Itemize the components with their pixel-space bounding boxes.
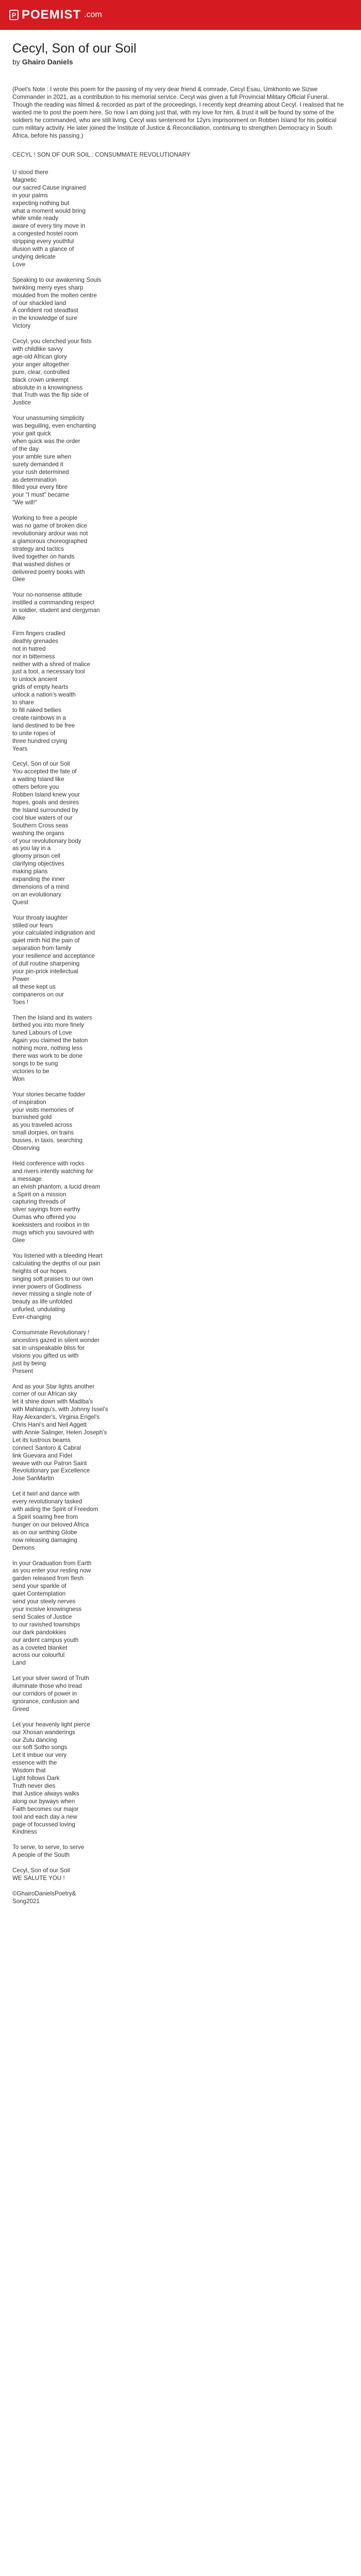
poem-line: A people of the South	[12, 1852, 70, 1859]
poem-line: a congested hostel room	[12, 230, 78, 238]
poem-line: Then the Island and its waters	[12, 1014, 92, 1021]
poem-line: strategy and tactics	[12, 545, 64, 552]
poem-line: that Truth was the flip side of	[12, 392, 89, 399]
poem-line: your incisive knowingness	[12, 1605, 82, 1613]
poem-line: busses, in taxis, searching	[12, 1137, 83, 1144]
top-bar	[0, 0, 361, 30]
stanza	[12, 591, 349, 622]
poem-line: Victory	[12, 323, 31, 330]
poem-line: inner powers of Godliness	[12, 1283, 82, 1290]
poem-line: our Xhosan wanderings	[12, 1728, 75, 1736]
poem-line: visions you gifted us with	[12, 1352, 79, 1359]
poem-line: as determination	[12, 476, 57, 483]
poem-line: Greed	[12, 1705, 29, 1713]
poem-line: grids of empty hearts	[12, 684, 69, 691]
poem-line: Years	[12, 745, 28, 752]
poem-line: age-old African glory	[12, 353, 67, 360]
poem-line: an elvish phantom, a lucid dream	[12, 1183, 101, 1190]
poem-line: as a coveted blanket	[12, 1644, 68, 1651]
poem-line: sat in unspeakable bliss for	[12, 1344, 85, 1351]
poem-line: hunger on our beloved Africa	[12, 1521, 89, 1528]
poem-line: our sacred Cause ingrained	[12, 184, 86, 191]
poem-line: your anger altogether	[12, 361, 70, 368]
poem-line: Your unassuming simplicity	[12, 415, 85, 422]
poem-line: silver sayings from earthy	[12, 1206, 80, 1213]
stanza	[12, 1867, 349, 1883]
poem-line: dimensions of a mind	[12, 883, 69, 890]
poem-line: in the knowledge of sure	[12, 315, 77, 322]
poem-line: Demons	[12, 1544, 35, 1551]
poem-line: Present	[12, 1367, 33, 1375]
poem-line: ancestors gazed in silent wonder	[12, 1336, 100, 1344]
poem-line: a Spirit on a mission	[12, 1191, 67, 1198]
poem-line: moulded from the molten centre	[12, 292, 97, 299]
stanza	[12, 630, 349, 753]
stanza	[12, 1014, 349, 1083]
poem-line: Again you claimed the baton	[12, 1037, 88, 1044]
poem-line: calculating the depths of our pain	[12, 1260, 101, 1267]
poem-line: what a moment would bring	[12, 207, 86, 214]
poem-line: Glee	[12, 576, 25, 583]
poem-line: Quest	[12, 899, 28, 906]
poem-line: three hundred crying	[12, 737, 68, 744]
poem-line: washing the organs	[12, 829, 64, 837]
poem-line: to share	[12, 699, 34, 706]
poem-line: Won	[12, 1075, 25, 1082]
poem-line: U stood there	[12, 169, 48, 176]
poem-line: cool blue waters of our	[12, 814, 73, 821]
poem-line: twinkling merry eyes sharp	[12, 284, 84, 291]
poem-line: koeksisters and rooibos in tin	[12, 1222, 90, 1229]
poem-line: your visits memories of	[12, 1106, 74, 1113]
poem-line: as you traveled across	[12, 1122, 72, 1129]
poem-line: on an evolutionary	[12, 891, 61, 898]
stanza	[12, 1675, 349, 1714]
poem-line: A confident rod steadfast	[12, 307, 78, 314]
poem-line: quiet mirth hid the pain of	[12, 937, 80, 944]
poem-line: Firm fingers cradled	[12, 630, 65, 637]
poem-line: Chris Hani's and Neil Aggett	[12, 1421, 87, 1429]
poem-line: "We will!"	[12, 499, 37, 506]
poem-body	[12, 169, 349, 1906]
poem-line: undying delicate	[12, 253, 56, 260]
poem-line: Southern Cross seas	[12, 822, 69, 829]
poem-line: Your no-nonsense attitude	[12, 591, 82, 599]
poem-line: across our colourful	[12, 1652, 65, 1659]
poem-line: ©GhairoDanielsPoetry&	[12, 1890, 76, 1897]
stanza	[12, 277, 349, 330]
poem-line: Working to free a people	[12, 515, 78, 522]
poem-line: to our ravished townships	[12, 1621, 80, 1628]
poem-line: expanding the inner	[12, 876, 65, 883]
poem-line: separation from family	[12, 945, 72, 952]
poem-line: heights of our hopes	[12, 1267, 67, 1275]
stanza	[12, 1844, 349, 1859]
logo-badge-icon: P	[9, 10, 19, 20]
poem-line: our soft Sotho songs	[12, 1744, 68, 1751]
poem-line: your amble sure when	[12, 453, 72, 460]
poem-line: You accepted the fate of	[12, 768, 77, 775]
poem-line: Let it imbue our very	[12, 1752, 67, 1759]
poem-line: of your revolutionary body	[12, 837, 81, 844]
poem-line: that Justice always walks	[12, 1790, 79, 1797]
poem-line: Oumas who offered you	[12, 1214, 76, 1221]
poem-line: aware of every tiny move in	[12, 223, 86, 230]
poem-line: gloomy prison cell	[12, 853, 60, 860]
poem-line: Cecyl, Son of our Soil	[12, 760, 70, 768]
poem-line: your resilience and acceptance	[12, 953, 95, 960]
poem-line: And as your Star lights another	[12, 1383, 95, 1390]
poem-line: of inspiration	[12, 1098, 46, 1106]
poem-line: to fill naked bellies	[12, 707, 61, 714]
poem-line: Your throaty laughter	[12, 914, 68, 921]
poem-line: instilled a commanding respect	[12, 599, 95, 606]
poem-line: land destined to be free	[12, 722, 75, 729]
poem-line: victories to be	[12, 1067, 50, 1075]
stanza	[12, 760, 349, 906]
poem-line: Let it twirl and dance with	[12, 1490, 80, 1498]
poem-line: lived together on hands	[12, 553, 75, 560]
poem-line: capturing threads of	[12, 1198, 65, 1206]
poem-line: surety demanded it	[12, 461, 63, 468]
poem-line: to unlock ancient	[12, 676, 58, 683]
poem-line: send your steely nerves	[12, 1598, 76, 1605]
poem-line: our corridors of power in	[12, 1690, 77, 1698]
poem-line: Observing	[12, 1145, 40, 1152]
logo-suffix: .com	[84, 10, 102, 19]
poem-line: Ever-changing	[12, 1314, 51, 1321]
stanza	[12, 1329, 349, 1375]
stanza	[12, 1160, 349, 1245]
poem-line: black crown unkempt	[12, 376, 69, 383]
poem-line: neither with a shred of malice	[12, 660, 90, 668]
poem-line: send Scales of Justice	[12, 1613, 72, 1620]
poem-line: garden released from flesh	[12, 1575, 84, 1582]
poem-line: Speaking to our awakening Souls	[12, 276, 102, 283]
poem-line: your calculated indignation and	[12, 929, 95, 937]
stanza	[12, 1091, 349, 1153]
poem-line: Let your heavenly light pierce	[12, 1721, 90, 1728]
poem-line: To serve, to serve, to serve	[12, 1844, 85, 1851]
poem-line: Wisdom that	[12, 1767, 46, 1774]
poem-line: unlock a nation's wealth	[12, 691, 76, 699]
poem-line: of the day	[12, 445, 39, 452]
site-logo[interactable]	[9, 8, 102, 22]
poem-line: link Guevara and Fidel	[12, 1452, 72, 1459]
stanza	[12, 1252, 349, 1321]
poem-line: birthed you into more finely	[12, 1022, 85, 1029]
author-link[interactable]: Ghairo Daniels	[22, 58, 73, 66]
poem-line: all these kept us	[12, 983, 56, 990]
poem-line: create rainbows in a	[12, 714, 66, 721]
stanza	[12, 1560, 349, 1668]
poem-line: your gait quick	[12, 430, 51, 437]
poem-line: just by being	[12, 1360, 46, 1367]
poem-line: illusion with a glance of	[12, 246, 74, 253]
poem-line: essence with the	[12, 1759, 57, 1767]
poem-line: in your palms	[12, 192, 48, 199]
stanza	[12, 1721, 349, 1837]
poem-line: deathly grenades	[12, 637, 58, 645]
poem-line: as on our writhing Globe	[12, 1529, 77, 1536]
stanza	[12, 338, 349, 407]
poem-line: while smile ready	[12, 215, 58, 222]
poem-line: let it shine down with Madiba's	[12, 1398, 93, 1405]
poem-line: page of focussed loving	[12, 1821, 75, 1828]
poem-line: Revolutionary par Excellence	[12, 1467, 90, 1475]
poem-line: Faith becomes our major	[12, 1805, 79, 1812]
poem-line: our ardent campus youth	[12, 1636, 79, 1643]
poem-line: Justice	[12, 399, 31, 406]
poem-line: Truth never dies	[12, 1783, 56, 1789]
poem-line: in soldier, student and clergyman	[12, 607, 100, 614]
poem-line: that washed dishes or	[12, 561, 71, 568]
poem-line: Let your silver sword of Truth	[12, 1675, 89, 1682]
poem-line: to unite ropes of	[12, 730, 56, 737]
poem-line: along our byways when	[12, 1798, 75, 1805]
poem-line: Power	[12, 975, 29, 982]
poem-line: your "I must" became	[12, 492, 70, 499]
stanza	[12, 1890, 349, 1906]
poem-line: Cecyl, you clenched your fists	[12, 338, 92, 345]
poem-line: mugs which you savoured with	[12, 1229, 94, 1236]
poem-line: of dull routine sharpening	[12, 960, 80, 968]
poem-line: Song2021	[12, 1897, 40, 1905]
poem-line: with Mahlangu's, with Johnny Issel's	[12, 1406, 108, 1413]
poem-line: WE SALUTE YOU !	[12, 1875, 65, 1882]
poem-line: and rivers intently watching for	[12, 1167, 93, 1175]
poem-line: pure, clear, controlled	[12, 368, 70, 376]
poem-line: others before you	[12, 784, 59, 791]
poem-line: Toes !	[12, 998, 28, 1006]
poem-line: a glamorous choreographed	[12, 537, 88, 545]
stanza	[12, 1383, 349, 1483]
poem-line: Light follows Dark	[12, 1775, 60, 1782]
poem-line: send your sparkle of	[12, 1583, 67, 1590]
byline-prefix: by	[12, 58, 20, 66]
poem-line: as you lay in a	[12, 845, 51, 852]
poem-line: weave with our Patron Saint	[12, 1460, 87, 1467]
poem-line: a waiting Island like	[12, 776, 64, 783]
poem-line: unfurled, undulating	[12, 1306, 65, 1313]
poem-line: Magnetic	[12, 176, 37, 183]
poem-line: not in hatred	[12, 645, 46, 652]
poem-line: Kindness	[12, 1828, 37, 1836]
poem-line: singing soft praises to our own	[12, 1275, 93, 1282]
poem-line: Ray Alexander's, Virginia Engel's	[12, 1414, 100, 1421]
poem-line: illuminate those who tread	[12, 1683, 82, 1690]
stanza	[12, 169, 349, 269]
poem-line: Love	[12, 261, 26, 268]
poem-line: Cecyl, Son of our Soil	[12, 1867, 70, 1874]
poem-line: there was work to be done	[12, 1053, 83, 1060]
poem-line: with childlike savvy	[12, 346, 63, 353]
poem-line: stripping every youthful	[12, 238, 74, 245]
poem-line: expecting nothing but	[12, 199, 70, 207]
poem-line: songs to be sung	[12, 1060, 58, 1067]
poet-note: (Poet's Note : I wrote this poem for the passing of my very dear friend & comrade, Cecyl Esau, Umkhonto we Sizwe Commander in 2021, as a contribution to his memorial service. Cecyl was given a full Provincial Military Official Funeral. Though the reading was filmed & recorded as part of the proceedings, I recently kept dreaming about Cecyl. I realised that he wanted me to post the poem here. So now I am doing just that, with my love for him, & trust it will be found by some of the soldiers he commanded, who are still living. Cecyl was sentenced for 12yrs imprisonment on Robben Island for his political cum military activity. He later joined the Institute of Justice & Reconciliation, continuing to strengthen Democracy in South Africa, before his passing.)	[12, 86, 344, 139]
poem-line: with aiding the Spirit of Freedom	[12, 1506, 99, 1513]
poem-line: Held conference with rocks	[12, 1160, 85, 1167]
poem-line: Alike	[12, 615, 26, 622]
poem-line: Let its lustrous beams	[12, 1436, 71, 1444]
poem-line: every revolutionary tasked	[12, 1498, 83, 1505]
poem-line: Your stories became fodder	[12, 1091, 86, 1098]
poem-line: of our shackled land	[12, 299, 66, 307]
poem-line: was no game of broken dice	[12, 522, 88, 530]
poem-line: our Zulu dancing	[12, 1736, 57, 1743]
poem-line: delivered poetry books with	[12, 568, 85, 575]
poem-line: Land	[12, 1659, 26, 1667]
logo-text: POEMIST	[22, 8, 81, 22]
poem-line: the Island surrounded by	[12, 806, 78, 814]
poem-line: beauty as life unfolded	[12, 1298, 73, 1306]
poem-line: nothing more, nothing less	[12, 1045, 83, 1052]
poem-line: burnished gold	[12, 1114, 52, 1121]
poem-line: your pin-prick intellectual	[12, 968, 78, 975]
stanza	[12, 515, 349, 584]
poem-line: making plans	[12, 868, 48, 875]
poem-line: a message	[12, 1175, 42, 1182]
poem-line: tool and each day a new	[12, 1813, 77, 1820]
poem-title: Cecyl, Son of our Soil	[12, 41, 137, 56]
poem-line: Robben Island knew your	[12, 791, 80, 799]
poem-line: a Spirit soaring free from	[12, 1514, 78, 1520]
poem-line: now releasing damaging	[12, 1536, 77, 1544]
stanza	[12, 1490, 349, 1552]
poem-line: hopes, goals and desires	[12, 799, 79, 806]
poem-line: connect Santoro & Cabral	[12, 1444, 81, 1451]
poem-line: Jose SanMartin	[12, 1475, 54, 1482]
poem-line: companeros on our	[12, 991, 64, 998]
poem-heading: CECYL ! SON OF OUR SOIL : CONSUMMATE REVOLUTIONARY	[12, 151, 191, 158]
poem-line: with Annie Salinger, Helen Joseph's	[12, 1429, 107, 1436]
poem-line: tuned Labours of Love	[12, 1029, 72, 1037]
poem-line: clarifying objectives	[12, 860, 64, 868]
poem-line: filled your every fibre	[12, 484, 68, 491]
poem-line: absolute in a knowingness	[12, 384, 83, 391]
poem-line: In your Graduation from Earth	[12, 1560, 92, 1567]
byline	[12, 58, 349, 66]
poem-line: small dorpies, on trains	[12, 1129, 74, 1137]
poem-line: never missing a single note of	[12, 1291, 92, 1298]
poem-line: stilled our fears	[12, 922, 53, 929]
poem-line: our dark pandokkies	[12, 1629, 67, 1636]
poem-line: ignorance, confusion and	[12, 1698, 79, 1705]
poem-line: corner of our African sky	[12, 1391, 77, 1398]
poem-line: quiet Contemplation	[12, 1590, 66, 1598]
poem-line: just a tool, a necessary tool	[12, 668, 85, 675]
poem-line: your rush determined	[12, 468, 69, 476]
poem-line: Glee	[12, 1237, 25, 1244]
poem-line: nor in bitterness	[12, 653, 55, 660]
poem-line: You listened with a bleeding Heart	[12, 1252, 103, 1259]
poem-line: revolutionary ardour was not	[12, 530, 88, 537]
poem-line: when quick was the order	[12, 438, 80, 445]
stanza	[12, 415, 349, 507]
stanza	[12, 914, 349, 1007]
poem-content	[0, 30, 361, 1906]
poem-line: Consummate Revolutionary !	[12, 1329, 90, 1336]
poem-line: as you enter your resting now	[12, 1567, 91, 1574]
poem-line: was beguiling, even enchanting	[12, 422, 96, 430]
